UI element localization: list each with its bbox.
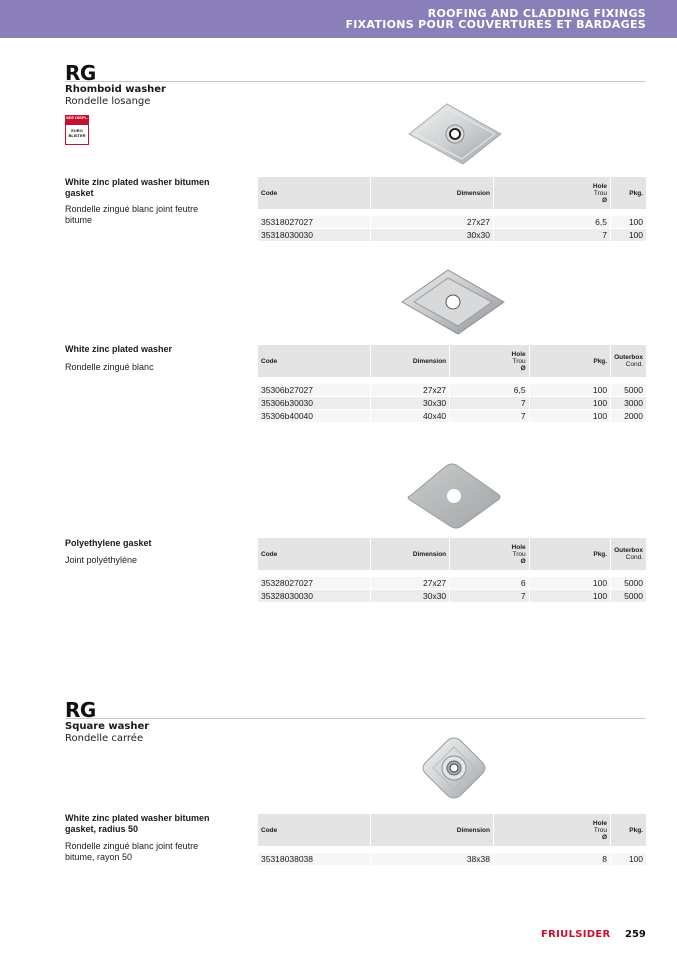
col-outerbox: [611, 345, 646, 377]
diameter-symbol: Ø: [520, 364, 526, 372]
cell-hole: 7: [450, 396, 529, 409]
table-row: [258, 589, 646, 602]
col-pkg: Pkg.: [611, 177, 646, 209]
cell-outerbox: 3000: [611, 396, 646, 409]
cell-code: 35306b40040: [258, 409, 371, 422]
col-dimension: Dimension: [371, 538, 451, 570]
section-title-en: Square washer: [65, 721, 150, 732]
product-spec-table: [258, 345, 646, 422]
table-row: [258, 215, 646, 228]
cell-pkg: 100: [611, 852, 646, 865]
col-hole-fr: Trou: [512, 357, 526, 365]
table-row: [258, 576, 646, 589]
col-code: Code: [258, 814, 371, 846]
section-title-en: Rhomboid washer: [65, 84, 166, 95]
cell-dimension: 30x30: [371, 228, 494, 241]
col-hole: [494, 814, 611, 846]
cell-dimension: 27x27: [371, 215, 494, 228]
badge-top-text: SEE DISPL.: [66, 116, 88, 125]
page-number: 259: [625, 929, 646, 940]
brand-logo: FRIULSIDER: [541, 929, 611, 940]
polyethylene-gasket-photo: [402, 460, 506, 532]
rhomboid-washer-gasket-photo: [401, 98, 509, 170]
col-pkg: Pkg.: [530, 538, 611, 570]
product-spec-table: [258, 538, 646, 602]
col-hole: [450, 538, 529, 570]
product-name-fr: Joint polyéthylène: [65, 555, 138, 565]
col-code: Code: [258, 345, 371, 377]
euro-blister-badge: [65, 115, 89, 145]
col-hole: [450, 345, 529, 377]
table-row: [258, 409, 646, 422]
cell-pkg: 100: [530, 576, 611, 589]
col-outerbox: [611, 538, 646, 570]
col-dimension: Dimension: [371, 814, 494, 846]
cell-pkg: 100: [530, 383, 611, 396]
product-name-fr: Rondelle zingué blanc joint feutre bitume: [65, 204, 199, 225]
cell-pkg: 100: [530, 409, 611, 422]
cell-code: 35306b27027: [258, 383, 371, 396]
section-code: RG: [65, 61, 96, 85]
section-divider: [65, 718, 646, 719]
cell-hole: 6: [450, 576, 529, 589]
badge-bottom-text: EURO BLISTER: [68, 128, 86, 138]
product-name-en: Polyethylene gasket: [65, 538, 152, 548]
cell-hole: 7: [450, 409, 529, 422]
cell-dimension: 30x30: [371, 396, 451, 409]
cell-dimension: 30x30: [371, 589, 451, 602]
header-band: [0, 0, 677, 38]
product-name-fr: Rondelle zingué blanc joint feutre bitume, rayon 50: [65, 841, 199, 862]
cell-pkg: 100: [530, 396, 611, 409]
section-code: RG: [65, 698, 96, 722]
cell-code: 35328030030: [258, 589, 371, 602]
cell-outerbox: 2000: [611, 409, 646, 422]
diameter-symbol: Ø: [520, 557, 526, 565]
section-title-fr: Rondelle carrée: [65, 733, 144, 744]
col-dimension: Dimension: [371, 345, 451, 377]
cell-dimension: 40x40: [371, 409, 451, 422]
col-outerbox-en: Outerbox: [614, 354, 643, 361]
section-divider: [65, 81, 646, 82]
diameter-symbol: Ø: [601, 833, 607, 841]
table-row: [258, 396, 646, 409]
product-name-en: White zinc plated washer: [65, 344, 173, 354]
col-hole-fr: Trou: [593, 189, 607, 197]
product-name-en: White zinc plated washer bitumen gasket: [65, 177, 210, 198]
table-row: [258, 228, 646, 241]
product-name-fr: Rondelle zingué blanc: [65, 362, 154, 372]
col-code: Code: [258, 538, 371, 570]
col-hole-en: Hole: [511, 350, 526, 358]
col-hole: [494, 177, 611, 209]
col-hole-fr: Trou: [512, 550, 526, 558]
col-code: Code: [258, 177, 371, 209]
cell-dimension: 38x38: [371, 852, 494, 865]
col-dimension: Dimension: [371, 177, 494, 209]
cell-code: 35306b30030: [258, 396, 371, 409]
cell-dimension: 27x27: [371, 576, 451, 589]
cell-hole: 8: [494, 852, 611, 865]
cell-code: 35328027027: [258, 576, 371, 589]
cell-outerbox: 5000: [611, 589, 646, 602]
col-outerbox-fr: Cond.: [625, 361, 643, 368]
col-outerbox-fr: Cond.: [625, 554, 643, 561]
cell-pkg: 100: [611, 228, 646, 241]
cell-hole: 6,5: [494, 215, 611, 228]
col-hole-en: Hole: [511, 543, 526, 551]
col-hole-fr: Trou: [593, 826, 607, 834]
header-title-en: ROOFING AND CLADDING FIXINGS: [427, 7, 646, 20]
product-spec-table: [258, 814, 646, 865]
table-row: [258, 852, 646, 865]
cell-code: 35318030030: [258, 228, 371, 241]
cell-code: 35318027027: [258, 215, 371, 228]
product-spec-table: [258, 177, 646, 241]
cell-outerbox: 5000: [611, 383, 646, 396]
rhomboid-washer-photo: [398, 266, 508, 338]
product-name-en: White zinc plated washer bitumen gasket, radius 50: [65, 813, 210, 834]
table-row: [258, 383, 646, 396]
diameter-symbol: Ø: [601, 196, 607, 204]
cell-pkg: 100: [611, 215, 646, 228]
col-pkg: Pkg.: [611, 814, 646, 846]
col-hole-en: Hole: [592, 182, 607, 190]
square-washer-photo: [420, 735, 488, 801]
cell-hole: 6,5: [450, 383, 529, 396]
col-hole-en: Hole: [592, 819, 607, 827]
cell-dimension: 27x27: [371, 383, 451, 396]
section-title-fr: Rondelle losange: [65, 96, 151, 107]
cell-outerbox: 5000: [611, 576, 646, 589]
cell-pkg: 100: [530, 589, 611, 602]
col-outerbox-en: Outerbox: [614, 547, 643, 554]
cell-hole: 7: [494, 228, 611, 241]
col-pkg: Pkg.: [530, 345, 611, 377]
cell-code: 35318038038: [258, 852, 371, 865]
cell-hole: 7: [450, 589, 529, 602]
header-title-fr: FIXATIONS POUR COUVERTURES ET BARDAGES: [345, 18, 646, 31]
